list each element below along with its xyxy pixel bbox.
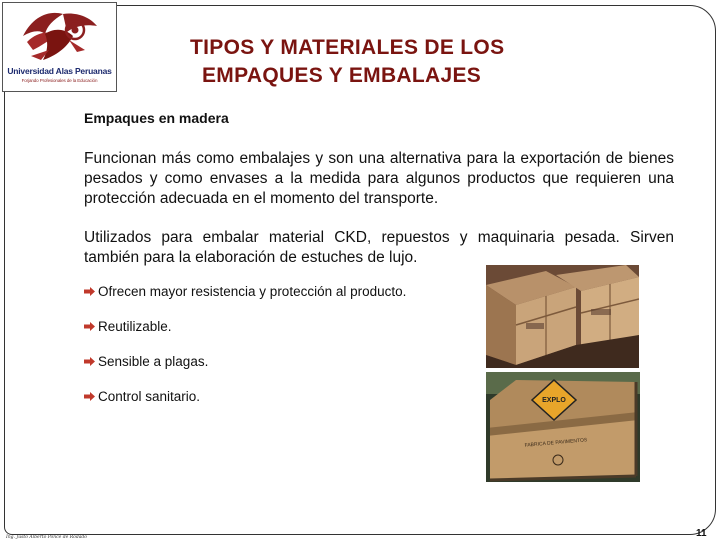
title-line-2: EMPAQUES Y EMBALAJES: [202, 64, 482, 87]
bullet-item: [84, 284, 406, 299]
bullet-text: Control sanitario.: [98, 389, 201, 404]
condor-emblem-icon: [19, 6, 101, 64]
arrow-bullet-icon: [84, 287, 95, 296]
footer-author: Ing. Justo Alberto Ponce de Rodado: [6, 535, 87, 540]
chest-illustration: [486, 372, 640, 482]
bullet-item: [84, 389, 200, 404]
bullet-item: [84, 354, 208, 369]
bullet-text: Sensible a plagas.: [98, 354, 209, 369]
bullet-text: Reutilizable.: [98, 319, 172, 334]
wooden-crates-photo: [486, 265, 639, 368]
arrow-bullet-icon: [84, 357, 95, 366]
paragraph-2: Utilizados para embalar material CKD, repuestos y maquinaria pesada. Sirven también para la elaboración de estuches de lujo.: [84, 229, 674, 266]
university-motto: Forjando Profesionales de la Educación: [21, 78, 98, 83]
crates-illustration: [486, 265, 639, 368]
wooden-chest-photo: [486, 372, 640, 482]
university-name: Universidad Alas Peruanas: [7, 66, 112, 76]
chest-stencil-label: FABRICA DE PAVIMENTOS: [524, 437, 588, 449]
crate-warning-label: EXPLO: [542, 397, 566, 404]
bullet-item: [84, 319, 172, 334]
university-logo: [2, 2, 117, 92]
section-subtitle: Empaques en madera: [84, 110, 229, 126]
arrow-bullet-icon: [84, 392, 95, 401]
page-number: 11: [696, 528, 707, 539]
paragraph-1: Funcionan más como embalajes y son una alternativa para la exportación de bienes pesados y como envases a la medida para algunos productos que requieren una protección adecuada en el momento del transporte.: [84, 150, 674, 207]
arrow-bullet-icon: [84, 322, 95, 331]
slide-title: [190, 34, 610, 90]
title-line-1: TIPOS Y MATERIALES DE LOS: [190, 36, 505, 59]
bullet-text: Ofrecen mayor resistencia y protección al producto.: [98, 284, 407, 299]
